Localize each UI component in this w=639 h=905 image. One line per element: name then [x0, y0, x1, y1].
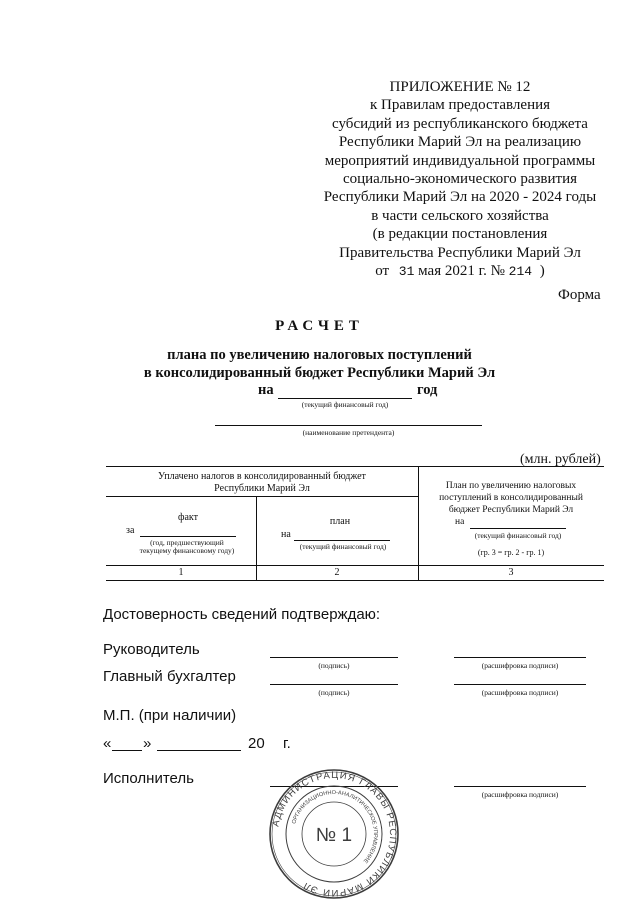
date-month-blank: [157, 750, 241, 751]
column-number-3: 3: [508, 567, 514, 578]
table-border-bottom: [106, 580, 604, 581]
plan-label: план: [329, 516, 351, 527]
fact-label: факт: [177, 512, 198, 523]
right-blank-line: [470, 528, 566, 529]
executor-label: Исполнитель: [103, 770, 194, 787]
date-year: 2021 г. №: [444, 263, 505, 280]
appendix-block: [300, 78, 620, 281]
right-formula: (гр. 3 = гр. 2 - гр. 1): [477, 548, 545, 557]
page-title: РАСЧЕТ: [275, 318, 364, 334]
date-close: ): [539, 263, 545, 280]
appendix-line: Правительства Республики Марий Эл: [339, 244, 581, 261]
accountant-signature-line: [270, 684, 398, 685]
fact-prefix: за: [126, 525, 135, 536]
year-blank-line: [278, 398, 412, 399]
date-prefix: от: [375, 263, 390, 280]
appendix-line: в части сельского хозяйства: [371, 207, 549, 224]
head-signature-caption: (подпись): [318, 661, 350, 670]
accountant-decoding-line: [454, 684, 586, 685]
appendix-line: ПРИЛОЖЕНИЕ № 12: [389, 79, 531, 95]
units-label: (млн. рублей): [520, 452, 601, 467]
executor-decoding-line: [454, 786, 586, 787]
official-stamp: [268, 768, 400, 900]
date-month: мая: [418, 263, 442, 280]
stamp-ring-text: АДМИНИСТРАЦИЯ ГЛАВЫ РЕСПУБЛИКИ МАРИЙ ЭЛ: [270, 769, 399, 899]
fact-caption-1: (год, предшествующий: [150, 538, 224, 547]
head-decoding-line: [454, 657, 586, 658]
applicant-caption: (наименование претендента): [302, 428, 395, 437]
plan-caption: (текущий финансовый год): [299, 542, 387, 551]
appendix-line: (в редакции постановления: [372, 226, 548, 243]
year-suffix: год: [417, 382, 438, 398]
stamp-number: № 1: [315, 825, 353, 846]
appendix-line: Республики Марий Эл на реализацию: [338, 134, 582, 151]
applicant-blank-line: [215, 425, 482, 426]
confirmation-text: Достоверность сведений подтверждаю:: [103, 606, 381, 623]
date-day-blank: [112, 750, 142, 751]
date-open-quote: «: [103, 735, 112, 752]
form-label: Форма: [558, 287, 601, 303]
year-caption: (текущий финансовый год): [301, 400, 389, 409]
table-border-top: [106, 466, 604, 467]
column-number-1: 1: [178, 567, 184, 578]
date-number: 214: [508, 264, 533, 280]
appendix-line: мероприятий индивидуальной программы: [324, 152, 596, 169]
fact-caption-2: текущему финансовому году): [139, 546, 235, 555]
right-header-line-3: бюджет Республики Марий Эл: [448, 505, 574, 515]
table-header-bottom: [106, 565, 604, 566]
date-close-quote: »: [143, 735, 152, 752]
executor-decoding-caption: (расшифровка подписи): [481, 790, 559, 799]
header-paid-line-2: Республики Марий Эл: [214, 483, 310, 494]
date-day: 31: [398, 264, 415, 280]
plan-blank-line: [294, 540, 390, 541]
date-century: 20: [248, 735, 265, 752]
appendix-date-line: [300, 262, 620, 281]
subtitle-line-1: плана по увеличению налоговых поступлений: [167, 347, 472, 363]
accountant-label: Главный бухгалтер: [103, 668, 236, 685]
column-number-2: 2: [334, 567, 340, 578]
accountant-decoding-caption: (расшифровка подписи): [481, 688, 559, 697]
year-prefix: на: [258, 382, 274, 398]
appendix-line: субсидий из республиканского бюджета: [332, 115, 588, 132]
date-year-suffix: г.: [283, 735, 291, 752]
right-header-line-2: поступлений в консолидированный: [439, 493, 583, 503]
right-header-line-1: План по увеличению налоговых: [445, 481, 577, 491]
right-prefix: на: [455, 517, 465, 527]
header-paid-line-1: Уплачено налогов в консолидированный бюджет: [158, 471, 366, 482]
head-decoding-caption: (расшифровка подписи): [481, 661, 559, 670]
fact-blank-line: [140, 536, 236, 537]
appendix-line: к Правилам предоставления: [369, 97, 551, 114]
subtitle-line-2: в консолидированный бюджет Республики Марий Эл: [143, 365, 496, 381]
table-header-divider: [106, 496, 418, 497]
appendix-line: Республики Марий Эл на 2020 - 2024 годы: [323, 189, 597, 206]
accountant-signature-caption: (подпись): [318, 688, 350, 697]
stamp-inner-text: ОРГАНИЗАЦИОННО-АНАЛИТИЧЕСКОЕ УПРАВЛЕНИЕ: [291, 789, 379, 864]
appendix-line: социально-экономического развития: [342, 171, 578, 188]
plan-prefix: на: [281, 529, 291, 540]
right-caption: (текущий финансовый год): [474, 531, 562, 540]
head-signature-line: [270, 657, 398, 658]
seal-label: М.П. (при наличии): [103, 707, 237, 724]
head-label: Руководитель: [103, 641, 200, 658]
